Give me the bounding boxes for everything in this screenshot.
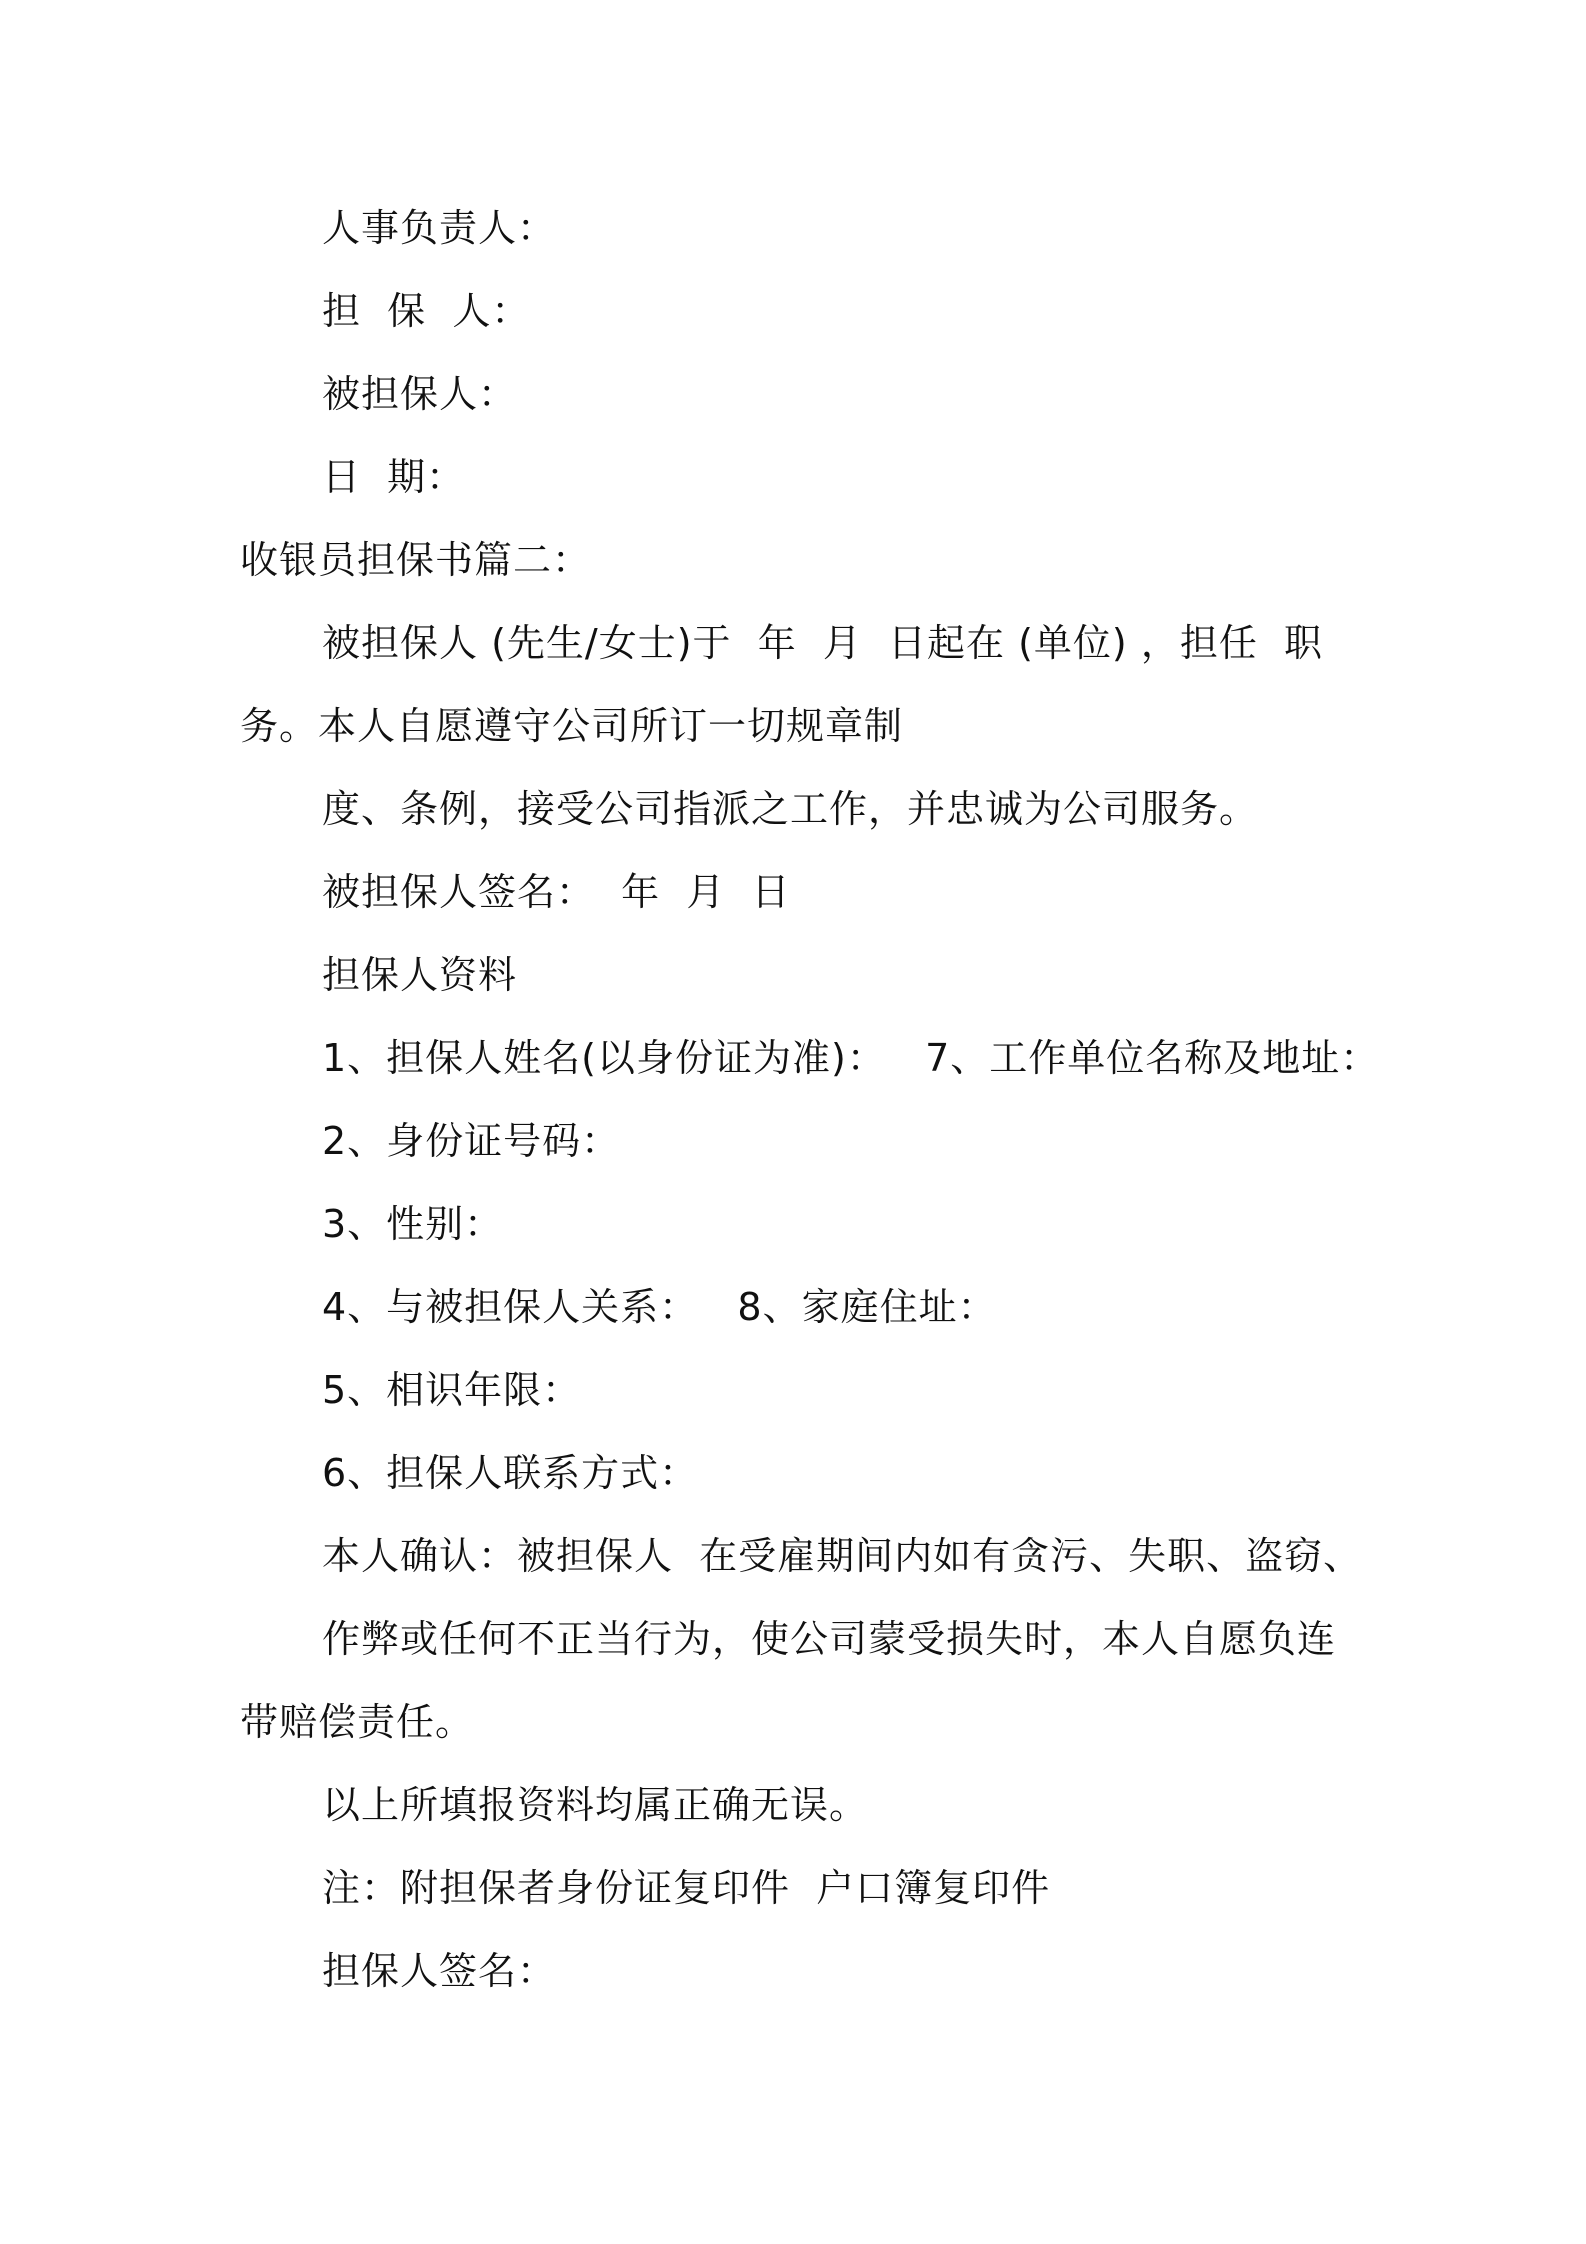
paragraph-line-2: 务。本人自愿遵守公司所订一切规章制 — [240, 704, 904, 748]
date-label: 日 期： — [322, 455, 466, 499]
guaranteed-person-label: 被担保人： — [322, 372, 518, 416]
section-title: 收银员担保书篇二： — [240, 538, 592, 582]
accuracy-statement: 以上所填报资料均属正确无误。 — [322, 1783, 869, 1827]
confirmation-line-2: 作弊或任何不正当行为，使公司蒙受损失时，本人自愿负连 — [322, 1617, 1337, 1661]
confirmation-line-1: 本人确认：被担保人 在受雇期间内如有贪污、失职、盗窃、 — [322, 1534, 1363, 1578]
guarantor-label: 担 保 人： — [322, 289, 531, 333]
guaranteed-signature-date: 被担保人签名： 年 月 日 — [322, 870, 791, 914]
attachment-note: 注：附担保者身份证复印件 户口簿复印件 — [322, 1866, 1051, 1910]
info-item: 5、相识年限： — [322, 1368, 582, 1412]
info-item: 1、担保人姓名(以身份证为准)： 7、工作单位名称及地址： — [322, 1036, 1380, 1080]
info-item: 2、身份证号码： — [322, 1119, 621, 1163]
confirmation-line-3: 带赔偿责任。 — [240, 1700, 475, 1744]
paragraph-line-1: 被担保人 (先生/女士)于 年 月 日起在 (单位) ，担任 职 — [322, 621, 1323, 665]
hr-manager-label: 人事负责人： — [322, 206, 557, 250]
info-item: 3、性别： — [322, 1202, 504, 1246]
info-item: 6、担保人联系方式： — [322, 1451, 699, 1495]
paragraph-line-3: 度、条例，接受公司指派之工作，并忠诚为公司服务。 — [322, 787, 1259, 831]
info-item: 4、与被担保人关系： 8、家庭住址： — [322, 1285, 997, 1329]
guarantor-signature-label: 担保人签名： — [322, 1949, 557, 1993]
guarantor-info-heading: 担保人资料 — [322, 953, 518, 997]
